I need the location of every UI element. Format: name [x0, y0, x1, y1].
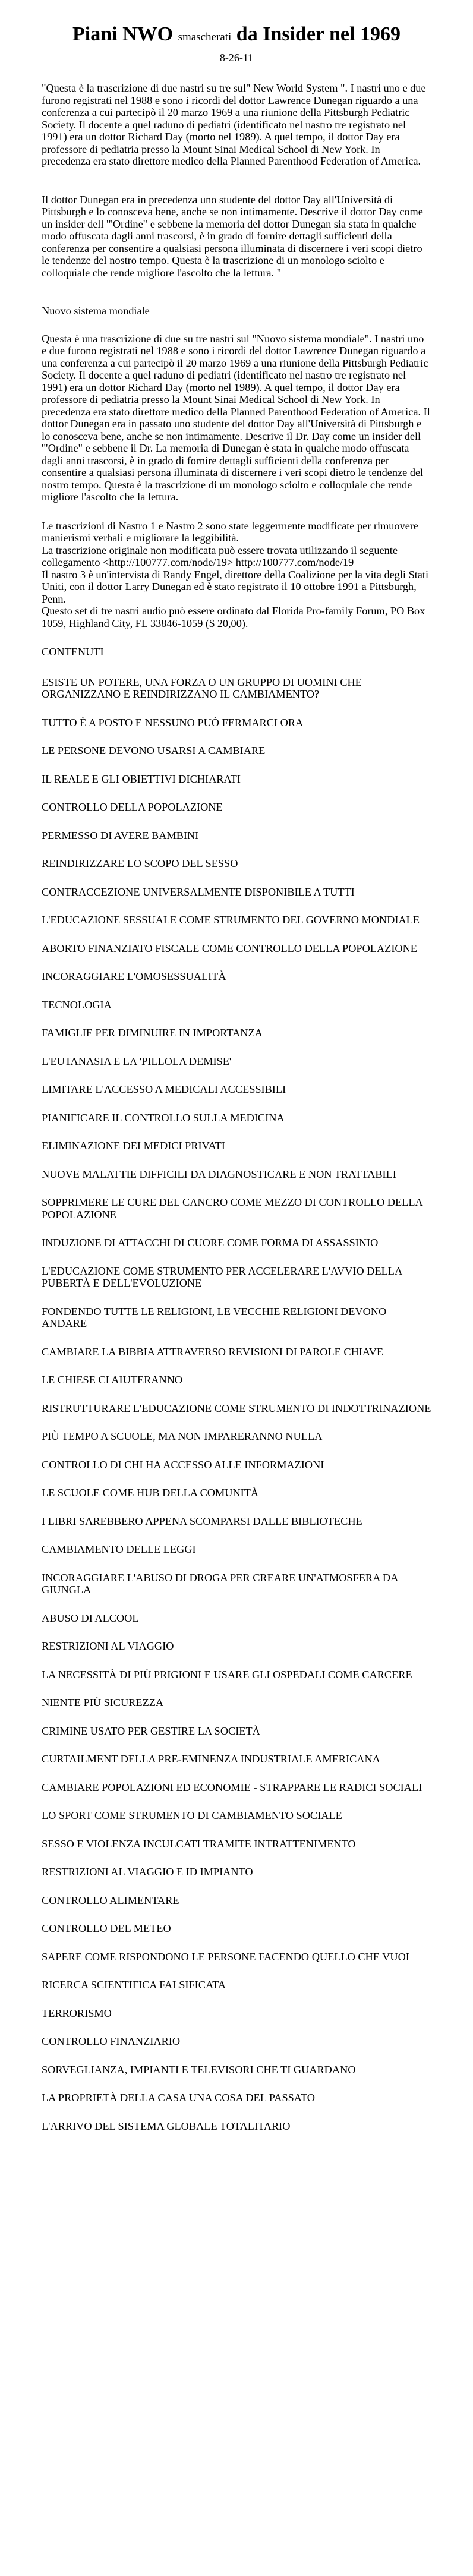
topic-item: L'EDUCAZIONE SESSUALE COME STRUMENTO DEL GOVERNO MONDIALE: [42, 914, 420, 926]
topic-item: L'EDUCAZIONE COME STRUMENTO PER ACCELERARE L'AVVIO DELLA PUBERTÀ E DELL'EVOLUZIONE: [42, 1265, 402, 1289]
topic-item: SAPERE COME RISPONDONO LE PERSONE FACENDO QUELLO CHE VUOI: [42, 1950, 409, 1963]
topic-item: LE CHIESE CI AIUTERANNO: [42, 1374, 183, 1386]
topic-item: FONDENDO TUTTE LE RELIGIONI, LE VECCHIE RELIGIONI DEVONO ANDARE: [42, 1305, 387, 1329]
topic-item: LE PERSONE DEVONO USARSI A CAMBIARE: [42, 745, 266, 756]
topic-item: ABORTO FINANZIATO FISCALE COME CONTROLLO DELLA POPOLAZIONE: [42, 942, 417, 954]
topic-item: RISTRUTTURARE L'EDUCAZIONE COME STRUMENTO DI INDOTTRINAZIONE: [42, 1402, 431, 1414]
topic-item: SESSO E VIOLENZA INCULCATI TRAMITE INTRATTENIMENTO: [42, 1837, 356, 1850]
topic-item: NIENTE PIÙ SICUREZZA: [42, 1697, 164, 1708]
section-heading: Nuovo sistema mondiale: [42, 305, 150, 317]
topic-item: INDUZIONE DI ATTACCHI DI CUORE COME FORMA DI ASSASSINIO: [42, 1237, 379, 1248]
topic-item: RESTRIZIONI AL VIAGGIO E ID IMPIANTO: [42, 1866, 253, 1878]
topic-item: RICERCA SCIENTIFICA FALSIFICATA: [42, 1979, 226, 1991]
title-small: smascherati: [178, 31, 232, 43]
topic-item: CAMBIARE LA BIBBIA ATTRAVERSO REVISIONI DI PAROLE CHIAVE: [42, 1345, 384, 1358]
topic-item: CONTROLLO ALIMENTARE: [42, 1894, 179, 1906]
topic-item: FAMIGLIE PER DIMINUIRE IN IMPORTANZA: [42, 1027, 263, 1039]
topic-item: ESISTE UN POTERE, UNA FORZA O UN GRUPPO DI UOMINI CHE ORGANIZZANO E REINDIRIZZANO IL CAMBIAMENTO?: [42, 676, 362, 700]
topic-item: PERMESSO DI AVERE BAMBINI: [42, 829, 199, 841]
tapes-note-line-4: Questo set di tre nastri audio può essere ordinato dal Florida Pro-family Forum, PO Box 1059, Highland City, FL 33846-1059 ($ 20,00).: [42, 605, 425, 629]
topics-list: [42, 676, 431, 2133]
topic-item: LO SPORT COME STRUMENTO DI CAMBIAMENTO SOCIALE: [42, 1809, 342, 1821]
topic-item: CAMBIARE POPOLAZIONI ED ECONOMIE - STRAPPARE LE RADICI SOCIALI: [42, 1781, 422, 1793]
topic-item: RESTRIZIONI AL VIAGGIO: [42, 1640, 174, 1652]
topic-item: LIMITARE L'ACCESSO A MEDICALI ACCESSIBILI: [42, 1083, 286, 1095]
tapes-note-line-3: Il nastro 3 è un'intervista di Randy Engel, direttore della Coalizione per la vita degli Stati Uniti, con il dottor Larry Dunegan ed è stato registrato il 10 ottobre 1991 a Pittsburgh, Penn.: [42, 568, 429, 605]
page-title: [42, 23, 431, 49]
main-paragraph: Questa è una trascrizione di due su tre nastri sul "Nuovo sistema mondiale". I nastri uno e due furono registrati nel 1988 e sono i ricordi del dottor Lawrence Dunegan riguardo a una conferenza a cui partecipò il 20 marzo 1969 a una riunione della Pittsburgh Pediatric Society. Il docente a quel raduno di pediatri (identificato nel nastro tre registrato nel 1991) era un dottor Richard Day (morto nel 1989). A quel tempo, il dottor Day era professore di pediatria presso la Mount Sinai Medical School di New York. In precedenza era stato direttore medico della Planned Parenthood Federation of America. Il dottor Dunegan era in passato uno studente del dottor Day all'Università di Pittsburgh e lo conosceva bene, anche se non intimamente. Descrive il Dr. Day come un insider dell '"Ordine" e sebbene il Dr. La memoria di Dunegan è stata in qualche modo offuscata dagli anni trascorsi, è in grado di fornire dettagli sufficienti della conferenza per consentire a qualsiasi persona illuminata di discernere i veri scopi dietro le tendenze del nostro tempo. Questa è la trascrizione di un monologo sciolto e colloquiale che rende migliore l'ascolto che la lettura.: [42, 332, 430, 503]
topic-item: PIANIFICARE IL CONTROLLO SULLA MEDICINA: [42, 1111, 285, 1124]
topic-item: TUTTO È A POSTO E NESSUNO PUÒ FERMARCI ORA: [42, 716, 304, 729]
topic-item: ELIMINAZIONE DEI MEDICI PRIVATI: [42, 1140, 225, 1152]
topic-item: CAMBIAMENTO DELLE LEGGI: [42, 1543, 196, 1555]
contents-heading: CONTENUTI: [42, 646, 104, 658]
title-main-b: da Insider nel 1969: [231, 23, 401, 45]
topic-item: CRIMINE USATO PER GESTIRE LA SOCIETÀ: [42, 1724, 260, 1737]
topic-item: CONTROLLO DI CHI HA ACCESSO ALLE INFORMAZIONI: [42, 1458, 324, 1471]
topic-item: IL REALE E GLI OBIETTIVI DICHIARATI: [42, 773, 241, 785]
topic-item: NUOVE MALATTIE DIFFICILI DA DIAGNOSTICARE E NON TRATTABILI: [42, 1168, 396, 1180]
topic-item: LE SCUOLE COME HUB DELLA COMUNITÀ: [42, 1487, 259, 1499]
topic-item: L'EUTANASIA E LA 'PILLOLA DEMISE': [42, 1055, 232, 1067]
topic-item: TERRORISMO: [42, 2007, 112, 2019]
topic-item: SOPPRIMERE LE CURE DEL CANCRO COME MEZZO DI CONTROLLO DELLA POPOLAZIONE: [42, 1196, 422, 1221]
topic-item: I LIBRI SAREBBERO APPENA SCOMPARSI DALLE BIBLIOTECHE: [42, 1515, 362, 1527]
tapes-note-line-2[interactable]: La trascrizione originale non modificata può essere trovata utilizzando il seguente collegamento <http://100777.com/node/19> http://100777.com/node/19: [42, 544, 398, 568]
tapes-note: [42, 520, 431, 630]
intro-paragraph-2: Il dottor Dunegan era in precedenza uno studente del dottor Day all'Università di Pittsburgh e lo conosceva bene, anche se non intimamente. Descrive il dottor Day come un insider dell '"Ordine" e sebbene la memoria del dottor Dunegan sia stata in qualche modo offuscata dagli anni trascorsi, è in grado di fornire dettagli sufficienti della conferenza per consentire a qualsiasi persona illuminata di discernere i veri scopi dietro le tendenze del nostro tempo. Questa è la trascrizione di un monologo sciolto e colloquiale che rende migliore l'ascolto che la lettura. ": [42, 193, 423, 279]
tapes-note-line-1: Le trascrizioni di Nastro 1 e Nastro 2 sono state leggermente modificate per rimuovere manierismi verbali e migliorare la leggibilità.: [42, 519, 419, 544]
publication-date: 8-26-11: [219, 52, 254, 64]
topic-item: CURTAILMENT DELLA PRE-EMINENZA INDUSTRIALE AMERICANA: [42, 1753, 380, 1765]
title-main-a: Piani NWO: [72, 23, 178, 45]
topic-item: ABUSO DI ALCOOL: [42, 1612, 139, 1624]
topic-item: CONTROLLO DEL METEO: [42, 1922, 171, 1934]
topic-item: L'ARRIVO DEL SISTEMA GLOBALE TOTALITARIO: [42, 2120, 291, 2132]
topic-item: LA PROPRIETÀ DELLA CASA UNA COSA DEL PASSATO: [42, 2092, 315, 2104]
topic-item: INCORAGGIARE L'ABUSO DI DROGA PER CREARE UN'ATMOSFERA DA GIUNGLA: [42, 1571, 398, 1596]
topic-item: SORVEGLIANZA, IMPIANTI E TELEVISORI CHE TI GUARDANO: [42, 2063, 356, 2076]
topic-item: TECNOLOGIA: [42, 998, 112, 1011]
topic-item: CONTROLLO DELLA POPOLAZIONE: [42, 801, 223, 813]
intro-paragraph-1: "Questa è la trascrizione di due nastri su tre sul" New World System ". I nastri uno e due furono registrati nel 1988 e sono i ricordi del dottor Lawrence Dunegan riguardo a una conferenza a cui partecipò il 20 marzo 1969 a una riunione della Pittsburgh Pediatric Society. Il docente a quel raduno di pediatri (identificato nel nastro tre registrato nel 1991) era un dottor Richard Day (morto nel 1989). A quel tempo, il dottor Day era professore di pediatria presso la Mount Sinai Medical School di New York. In precedenza era stato direttore medico della Planned Parenthood Federation of America.: [42, 82, 426, 167]
topic-item: LA NECESSITÀ DI PIÙ PRIGIONI E USARE GLI OSPEDALI COME CARCERE: [42, 1668, 412, 1680]
document-page: [0, 23, 473, 2132]
topic-item: CONTROLLO FINANZIARIO: [42, 2035, 181, 2047]
topic-item: PIÙ TEMPO A SCUOLE, MA NON IMPARERANNO NULLA: [42, 1430, 323, 1442]
topic-item: INCORAGGIARE L'OMOSESSUALITÀ: [42, 970, 226, 982]
topic-item: REINDIRIZZARE LO SCOPO DEL SESSO: [42, 857, 238, 869]
topic-item: CONTRACCEZIONE UNIVERSALMENTE DISPONIBILE A TUTTI: [42, 885, 355, 898]
